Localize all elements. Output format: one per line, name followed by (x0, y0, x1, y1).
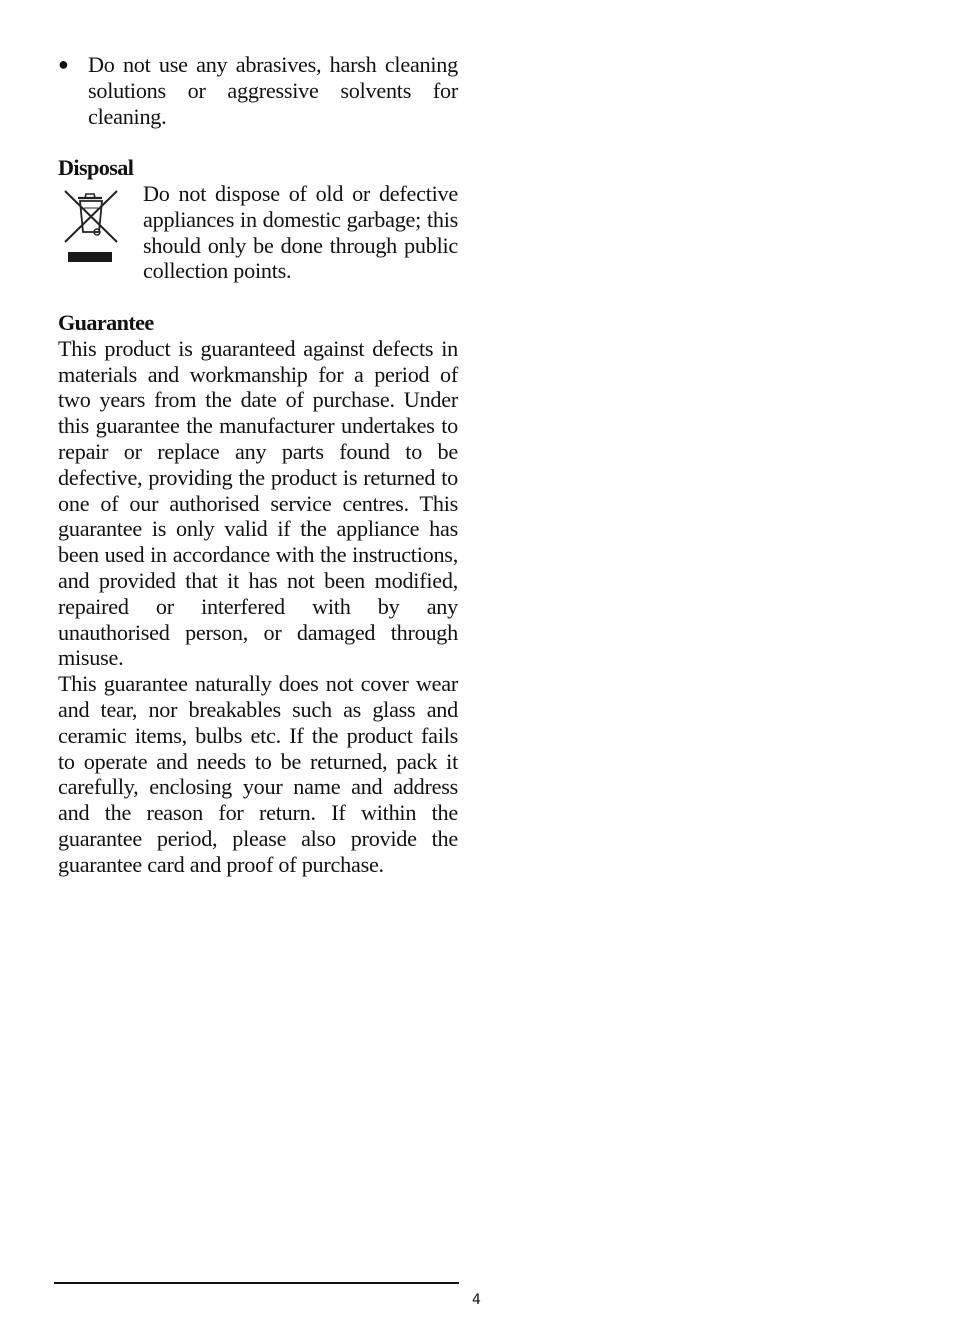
guarantee-paragraph-1: This product is guaranteed against defects in materials and workmanship for a period of two years from the date of purchase. Under this guarantee the manufacturer undertakes to repair or replace any parts found to be defective, providing the product is returned to one of our authorised service centres. This guarantee is only valid if the appliance has been used in accordance with the instructions, and provided that it has not been modified, repaired or interfered with by any unauthorised person, or damaged through misuse. (58, 335, 458, 671)
bullet-dot-icon: ● (58, 54, 69, 74)
text-column (58, 52, 458, 878)
weee-crossed-out-bin-icon (58, 181, 143, 271)
guarantee-paragraph-2: This guarantee naturally does not cover wear and tear, nor breakables such as glass and ceramic items, bulbs etc. If the product fails to operate and needs to be returned, pack it carefully, enclosing your name and address and the reason for return. If within the guarantee period, please also provide the guarantee card and proof of purchase. (58, 671, 458, 877)
footer-divider (54, 1282, 459, 1284)
disposal-section (58, 181, 458, 284)
disposal-heading: Disposal (58, 155, 134, 181)
care-bullet-text: Do not use any abrasives, harsh cleaning solutions or aggressive solvents for cleaning. (88, 52, 458, 129)
care-bullet-item (58, 52, 458, 129)
page-number: 4 (472, 1292, 481, 1308)
guarantee-heading: Guarantee (58, 309, 154, 335)
disposal-text: Do not dispose of old or defective appliances in domestic garbage; this should only be done through public collection points. (143, 180, 458, 284)
